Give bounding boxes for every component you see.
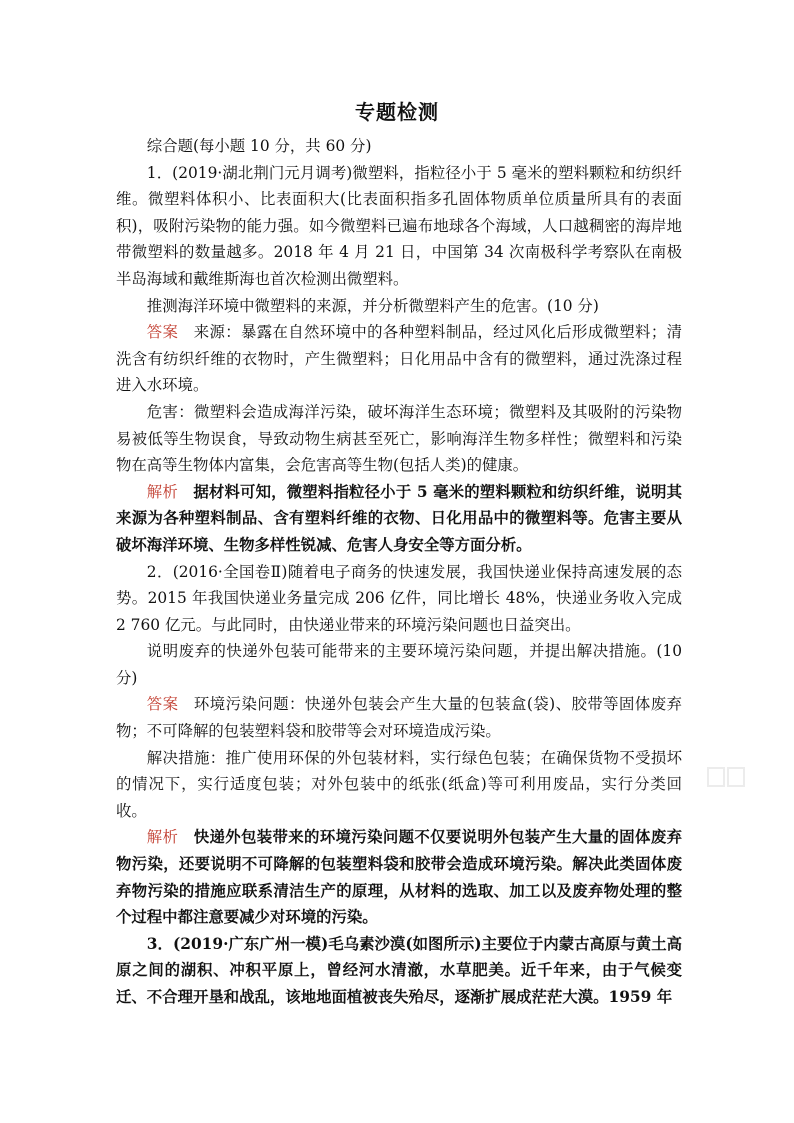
question-1-answer (116, 319, 682, 399)
question-2-answer (116, 691, 682, 744)
analysis-text: 快递外包装带来的环境污染问题不仅要说明外包装产生大量的固体废弃物污染，还要说明不可降解的包装塑料袋和胶带会造成环境污染。解决此类固体废弃物污染的措施应联系清洁生产的原理，从材料的选取、加工以及废弃物处理的整个过程中都注意要减少对环境的污染。 (116, 828, 682, 927)
question-1-answer-cont: 危害：微塑料会造成海洋污染，破坏海洋生态环境；微塑料及其吸附的污染物易被低等生物误食，导致动物生病甚至死亡，影响海洋生物多样性；微塑料和污染物在高等生物体内富集，会危害高等生物(包括人类)的健康。 (116, 402, 682, 475)
question-2-answer-cont: 解决措施：推广使用环保的外包装材料，实行绿色包装；在确保货物不受损坏的情况下，实行适度包装；对外包装中的纸张(纸盒)等可利用废品，实行分类回收。 (116, 748, 682, 820)
section-heading: 综合题(每小题 10 分，共 60 分) (146, 137, 372, 155)
question-3-stem: 3．(2019·广东广州一模)毛乌素沙漠(如图所示)主要位于内蒙古高原与黄土高原之间的湖积、冲积平原上，曾经河水清澈，水草肥美。近千年来，由于气候变迁、不合理开垦和战乱，该地地面植被丧失殆尽，逐渐扩展成茫茫大漠。1959 年 (116, 934, 682, 1006)
question-2-prompt: 说明废弃的快递外包装可能带来的主要环境污染问题，并提出解决措施。(10 分) (116, 642, 682, 687)
answer-text: 环境污染问题：快递外包装会产生大量的包装盒(袋)、胶带等固体废弃物；不可降解的包装塑料袋和胶带等会对环境造成污染。 (116, 695, 682, 741)
question-1-analysis (116, 479, 682, 559)
analysis-label: 解析 (146, 482, 178, 501)
document-body (116, 133, 682, 1011)
page-title: 专题检测 (355, 100, 439, 124)
question-1-prompt: 推测海洋环境中微塑料的来源，并分析微塑料产生的危害。(10 分) (146, 296, 599, 315)
question-2-analysis (116, 824, 682, 930)
question-1-stem: 1．(2019·湖北荆门元月调考)微塑料，指粒径小于 5 毫米的塑料颗粒和纺织纤维。微塑料体积小、比表面积大(比表面积指多孔固体物质单位质量所具有的表面积)，吸附污染物的能力强。如今微塑料已遍布地球各个海域，人口越稠密的海岸地带微塑料的数量越多。2018 年 4 月 21 日，中国第 34 次南极科学考察队在南极半岛海域和戴维斯海也首次检测出微塑料。 (116, 163, 682, 288)
answer-label: 答案 (146, 323, 179, 342)
answer-label: 答案 (146, 695, 179, 714)
analysis-text: 据材料可知，微塑料指粒径小于 5 毫米的塑料颗粒和纺织纤维，说明其来源为各种塑料制品、含有塑料纤维的衣物、日化用品中的微塑料等。危害主要从破坏海洋环境、生物多样性锐减、危害人身安全等方面分析。 (116, 482, 682, 554)
question-2-stem: 2．(2016·全国卷Ⅱ)随着电子商务的快速发展，我国快递业保持高速发展的态势。2015 年我国快递业务量完成 206 亿件，同比增长 48%，快递业务收入完成 2 760 亿元。与此同时，由快递业带来的环境污染问题也日益突出。 (116, 562, 682, 634)
analysis-label: 解析 (146, 828, 179, 847)
watermark-icon (706, 762, 746, 792)
answer-text: 来源：暴露在自然环境中的各种塑料制品，经过风化后形成微塑料；清洗含有纺织纤维的衣物时，产生微塑料；日化用品中含有的微塑料，通过洗涤过程进入水环境。 (116, 323, 682, 395)
